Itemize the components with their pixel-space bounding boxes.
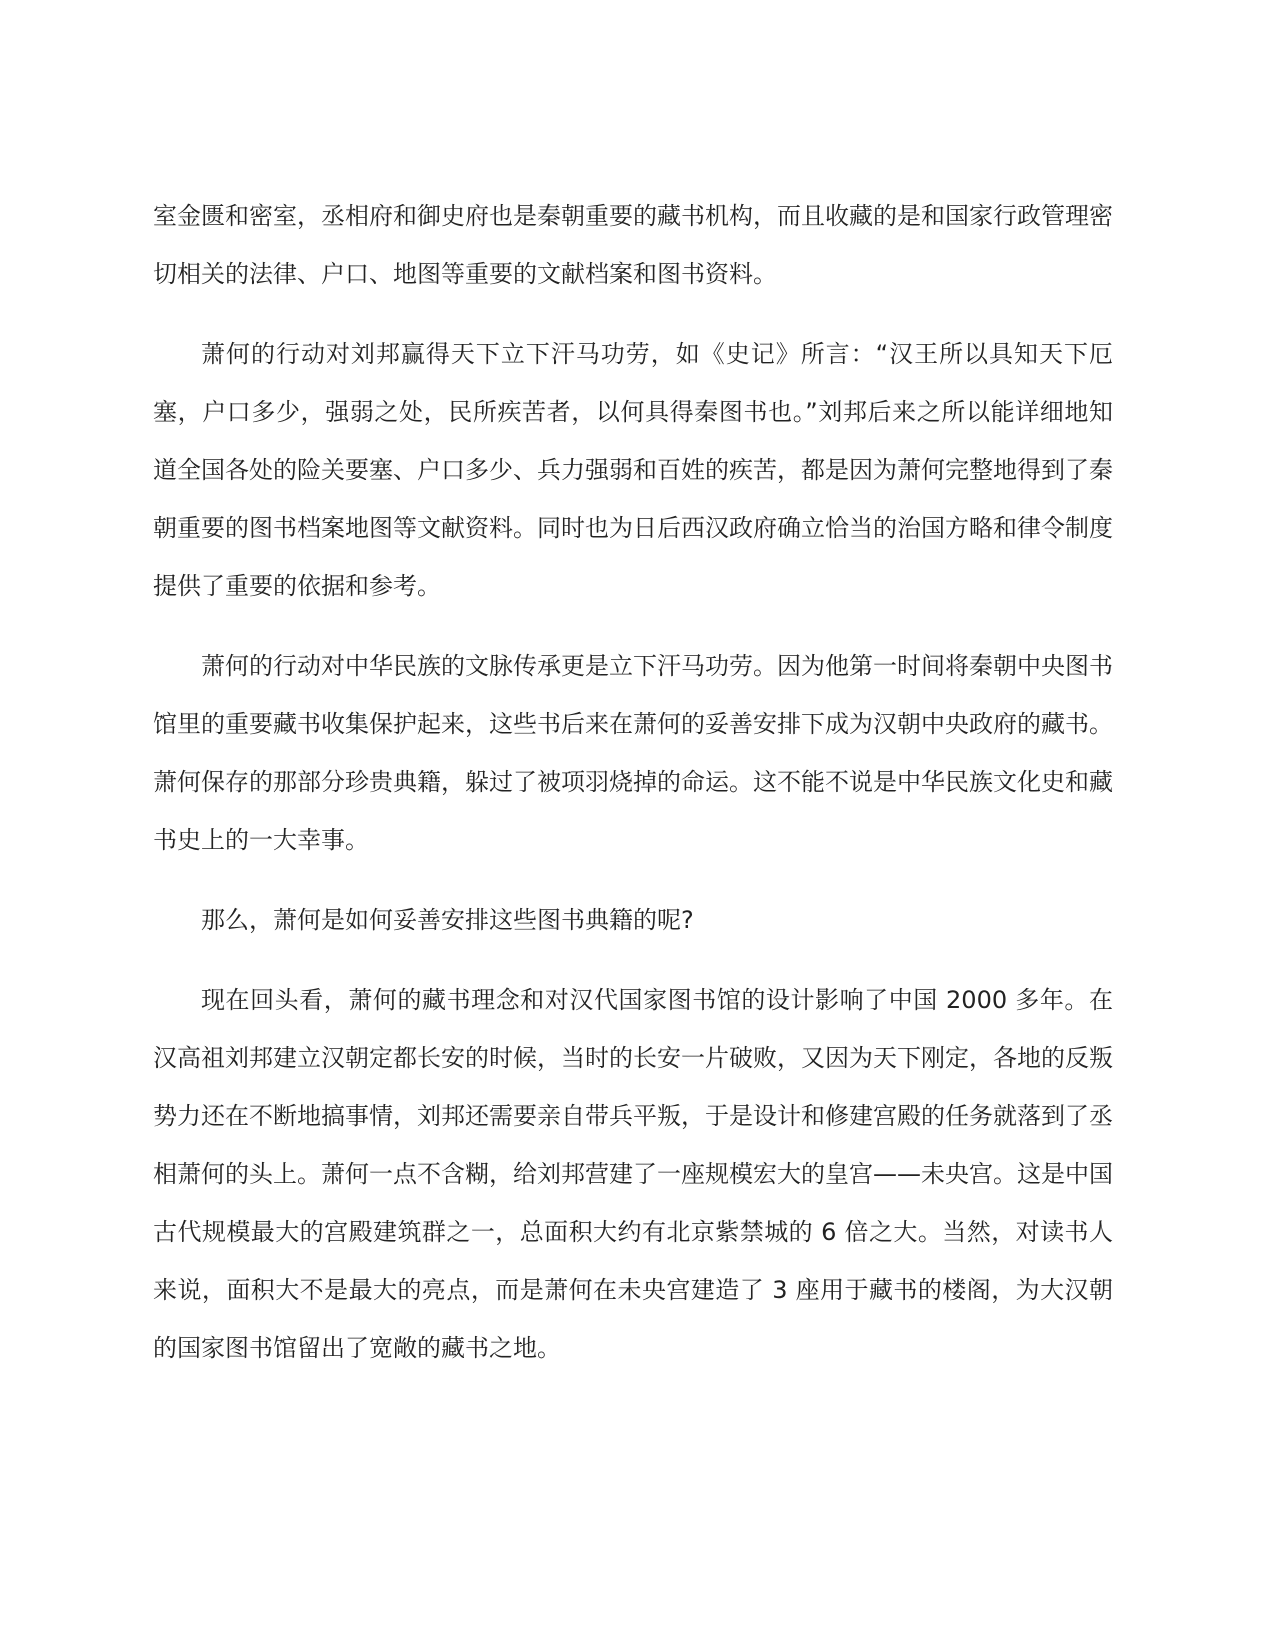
paragraph-1: 室金匮和密室，丞相府和御史府也是秦朝重要的藏书机构，而且收藏的是和国家行政管理密切相关的法律、户口、地图等重要的文献档案和图书资料。 [153, 202, 1113, 288]
paragraph-2: 萧何的行动对刘邦赢得天下立下汗马功劳，如《史记》所言：“汉王所以具知天下厄塞，户口多少，强弱之处，民所疾苦者，以何具得秦图书也。”刘邦后来之所以能详细地知道全国各处的险关要塞、户口多少、兵力强弱和百姓的疾苦，都是因为萧何完整地得到了秦朝重要的图书档案地图等文献资料。同时也为日后西汉政府确立恰当的治国方略和律令制度提供了重要的依据和参考。 [153, 340, 1113, 600]
paragraph-3: 萧何的行动对中华民族的文脉传承更是立下汗马功劳。因为他第一时间将秦朝中央图书馆里的重要藏书收集保护起来，这些书后来在萧何的妥善安排下成为汉朝中央政府的藏书。萧何保存的那部分珍贵典籍，躲过了被项羽烧掉的命运。这不能不说是中华民族文化史和藏书史上的一大幸事。 [153, 652, 1113, 854]
paragraph-4: 那么，萧何是如何妥善安排这些图书典籍的呢? [201, 906, 694, 934]
paragraph-5: 现在回头看，萧何的藏书理念和对汉代国家图书馆的设计影响了中国 2000 多年。在汉高祖刘邦建立汉朝定都长安的时候，当时的长安一片破败，又因为天下刚定，各地的反叛势力还在不断地搞事情，刘邦还需要亲自带兵平叛，于是设计和修建宫殿的任务就落到了丞相萧何的头上。萧何一点不含糊，给刘邦营建了一座规模宏大的皇宫——未央宫。这是中国古代规模最大的宫殿建筑群之一，总面积大约有北京紫禁城的 6 倍之大。当然，对读书人来说，面积大不是最大的亮点，而是萧何在未央宫建造了 3 座用于藏书的楼阁，为大汉朝的国家图书馆留出了宽敞的藏书之地。 [153, 986, 1113, 1362]
document-body [153, 187, 1113, 1399]
